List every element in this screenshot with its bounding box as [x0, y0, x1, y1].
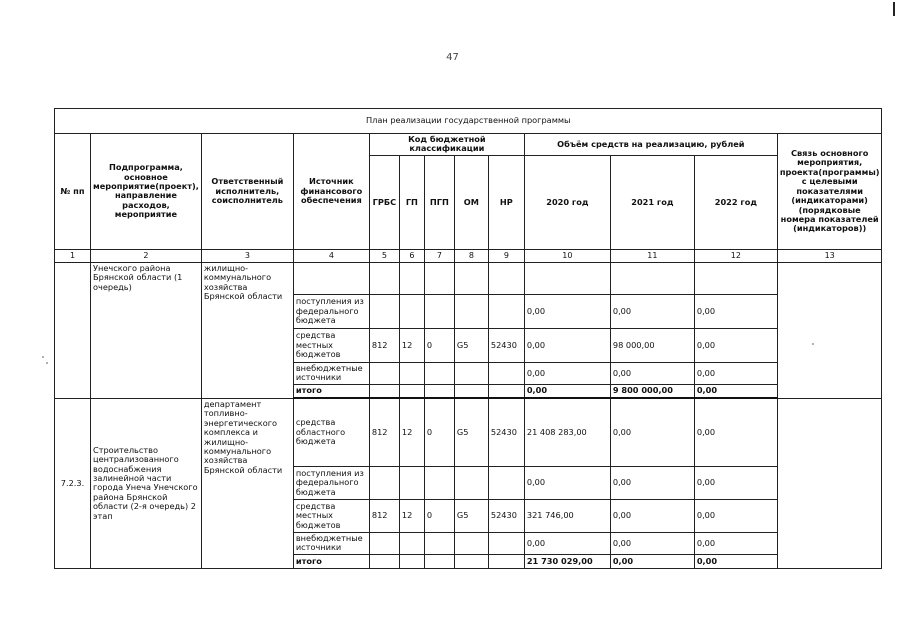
grbs-cell: [369, 532, 399, 554]
pgp-cell: [424, 262, 454, 294]
amount-2020-cell: [524, 262, 610, 294]
amount-2020-cell: 0,00: [524, 466, 610, 499]
amount-2020-cell: 0,00: [524, 384, 610, 398]
amount-2022-cell: 0,00: [694, 554, 777, 568]
header-np: НР: [488, 155, 524, 249]
grbs-cell: [369, 384, 399, 398]
table-title: План реализации государственной программы: [55, 109, 882, 134]
header-no: № пп: [55, 134, 91, 250]
amount-2021-cell: 0,00: [610, 398, 694, 466]
column-number: 7: [424, 249, 454, 262]
pgp-cell: 0: [424, 499, 454, 532]
amount-2022-cell: 0,00: [694, 328, 777, 362]
grbs-cell: [369, 362, 399, 384]
amount-2022-cell: 0,00: [694, 532, 777, 554]
header-grbs: ГРБС: [369, 155, 399, 249]
source-cell: итого: [293, 554, 369, 568]
np-cell: 52430: [488, 398, 524, 466]
header-pgp: ПГП: [424, 155, 454, 249]
np-cell: 52430: [488, 328, 524, 362]
responsible-cell: департамент топливно-энергетического комплекса и жилищно-коммунального хозяйства Брянской области: [201, 398, 293, 568]
om-cell: [454, 466, 488, 499]
amount-2020-cell: 0,00: [524, 328, 610, 362]
grbs-cell: [369, 262, 399, 294]
column-number: 5: [369, 249, 399, 262]
pgp-cell: [424, 466, 454, 499]
pgp-cell: [424, 362, 454, 384]
amount-2021-cell: 0,00: [610, 294, 694, 328]
scan-edge-mark: [893, 2, 895, 16]
amount-2020-cell: 0,00: [524, 362, 610, 384]
amount-2020-cell: 0,00: [524, 532, 610, 554]
np-cell: [488, 294, 524, 328]
column-number: 1: [55, 249, 91, 262]
np-cell: [488, 262, 524, 294]
source-cell: [293, 262, 369, 294]
column-number: 3: [201, 249, 293, 262]
pgp-cell: [424, 532, 454, 554]
header-om: ОМ: [454, 155, 488, 249]
grbs-cell: [369, 294, 399, 328]
om-cell: [454, 262, 488, 294]
table-row: [55, 262, 882, 294]
responsible-cell: жилищно-коммунального хозяйства Брянской области: [201, 262, 293, 398]
om-cell: [454, 384, 488, 398]
gp-cell: 12: [399, 398, 424, 466]
header-2021: 2021 год: [610, 155, 694, 249]
np-cell: [488, 362, 524, 384]
column-number: 12: [694, 249, 777, 262]
om-cell: [454, 294, 488, 328]
column-number-row: [55, 249, 882, 262]
amount-2020-cell: 321 746,00: [524, 499, 610, 532]
amount-2020-cell: 21 408 283,00: [524, 398, 610, 466]
item-number-cell: 7.2.3.: [55, 398, 91, 568]
amount-2021-cell: 0,00: [610, 499, 694, 532]
np-cell: [488, 466, 524, 499]
amount-2020-cell: 0,00: [524, 294, 610, 328]
header-indicator-link: Связь основного мероприятия, проекта(программы) с целевыми показателями (индикаторами) (порядковые номера показателей (индикаторов)): [777, 134, 882, 250]
gp-cell: 12: [399, 328, 424, 362]
pgp-cell: [424, 554, 454, 568]
column-number: 4: [293, 249, 369, 262]
np-cell: [488, 554, 524, 568]
amount-2022-cell: 0,00: [694, 398, 777, 466]
header-source: Источник финансового обеспечения: [293, 134, 369, 250]
np-cell: [488, 384, 524, 398]
gp-cell: [399, 532, 424, 554]
om-cell: [454, 554, 488, 568]
np-cell: [488, 532, 524, 554]
amount-2022-cell: 0,00: [694, 466, 777, 499]
header-subprogram: Подпрограмма, основное мероприятие(проект), направление расходов, мероприятие: [91, 134, 202, 250]
amount-2021-cell: 98 000,00: [610, 328, 694, 362]
subprogram-cell: Строительство централизованного водоснабжения залинейной части города Унеча Унечского района Брянской области (2-я очередь) 2 этап: [91, 398, 202, 568]
subprogram-cell: Унечского района Брянской области (1 очередь): [91, 262, 202, 398]
gp-cell: [399, 362, 424, 384]
grbs-cell: [369, 554, 399, 568]
source-cell: средства местных бюджетов: [293, 328, 369, 362]
pgp-cell: 0: [424, 398, 454, 466]
gp-cell: [399, 262, 424, 294]
om-cell: G5: [454, 398, 488, 466]
source-cell: поступления из федерального бюджета: [293, 466, 369, 499]
header-volume: Объём средств на реализацию, рублей: [524, 134, 777, 156]
pgp-cell: [424, 294, 454, 328]
source-cell: средства местных бюджетов: [293, 499, 369, 532]
page-number: 47: [446, 52, 459, 63]
indicator-link-cell: [777, 398, 882, 568]
header-2022: 2022 год: [694, 155, 777, 249]
amount-2022-cell: 0,00: [694, 384, 777, 398]
grbs-cell: 812: [369, 328, 399, 362]
column-number: 6: [399, 249, 424, 262]
scan-speck: [46, 362, 48, 364]
amount-2021-cell: 0,00: [610, 466, 694, 499]
gp-cell: [399, 384, 424, 398]
header-budget-classification: Код бюджетной классификации: [369, 134, 524, 156]
column-number: 2: [91, 249, 202, 262]
pgp-cell: [424, 384, 454, 398]
om-cell: G5: [454, 499, 488, 532]
amount-2021-cell: 9 800 000,00: [610, 384, 694, 398]
source-cell: средства областного бюджета: [293, 398, 369, 466]
column-number: 8: [454, 249, 488, 262]
om-cell: [454, 532, 488, 554]
header-2020: 2020 год: [524, 155, 610, 249]
np-cell: 52430: [488, 499, 524, 532]
amount-2022-cell: 0,00: [694, 499, 777, 532]
gp-cell: 12: [399, 499, 424, 532]
source-cell: внебюджетные источники: [293, 532, 369, 554]
amount-2020-cell: 21 730 029,00: [524, 554, 610, 568]
amount-2022-cell: 0,00: [694, 294, 777, 328]
header-gp: ГП: [399, 155, 424, 249]
gp-cell: [399, 466, 424, 499]
column-number: 11: [610, 249, 694, 262]
header-responsible: Ответственный исполнитель, соисполнитель: [201, 134, 293, 250]
gp-cell: [399, 554, 424, 568]
amount-2021-cell: 0,00: [610, 532, 694, 554]
gp-cell: [399, 294, 424, 328]
pgp-cell: 0: [424, 328, 454, 362]
grbs-cell: 812: [369, 398, 399, 466]
indicator-link-cell: [777, 262, 882, 398]
om-cell: G5: [454, 328, 488, 362]
amount-2022-cell: [694, 262, 777, 294]
column-number: 9: [488, 249, 524, 262]
amount-2022-cell: 0,00: [694, 362, 777, 384]
column-number: 13: [777, 249, 882, 262]
source-cell: поступления из федерального бюджета: [293, 294, 369, 328]
column-number: 10: [524, 249, 610, 262]
table-row: [55, 398, 882, 466]
grbs-cell: [369, 466, 399, 499]
grbs-cell: 812: [369, 499, 399, 532]
source-cell: итого: [293, 384, 369, 398]
amount-2021-cell: 0,00: [610, 554, 694, 568]
source-cell: внебюджетные источники: [293, 362, 369, 384]
amount-2021-cell: [610, 262, 694, 294]
program-plan-table: [54, 108, 882, 569]
amount-2021-cell: 0,00: [610, 362, 694, 384]
item-number-cell: [55, 262, 91, 398]
om-cell: [454, 362, 488, 384]
scan-speck: [42, 356, 44, 358]
